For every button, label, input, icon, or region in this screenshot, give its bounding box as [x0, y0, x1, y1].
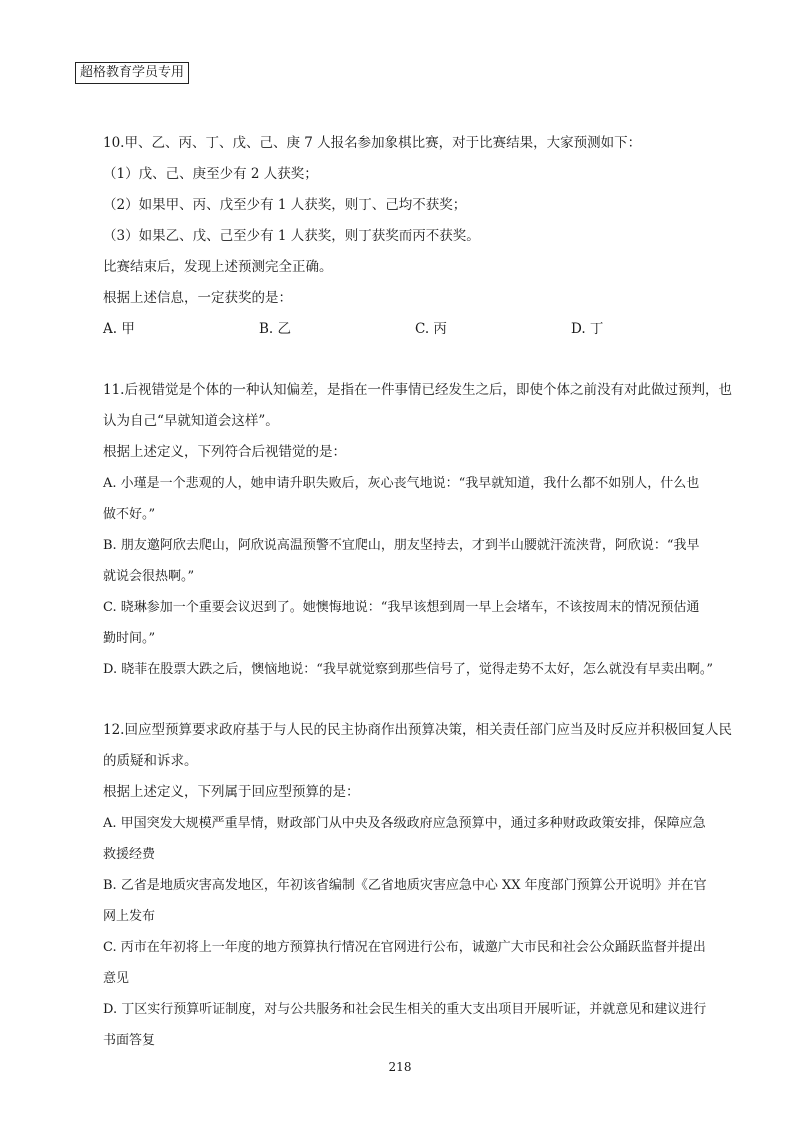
option-line2: 救援经费	[103, 847, 156, 862]
condition-3: （3）如果乙、戊、己至少有 1 人获奖，则丁获奖而丙不获奖。	[103, 228, 480, 244]
question-stem: 10.甲、乙、丙、丁、戊、己、庚 7 人报名参加象棋比赛，对于比赛结果，大家预测如下：	[103, 135, 642, 151]
option-b[interactable]	[103, 870, 728, 932]
question-stem-line2: 认为自己“早就知道会这样”。	[103, 413, 279, 429]
statement: 比赛结束后，发现上述预测完全正确。	[103, 259, 333, 275]
option-line1: A. 甲国突发大规模严重旱情，财政部门从中央及各级政府应急预算中，通过多种财政政策安排，保障应急	[103, 816, 706, 831]
option-c[interactable]: C. 丙	[415, 321, 447, 337]
option-line2: 书面答复	[103, 1033, 156, 1048]
option-line1: A. 小瑾是一个悲观的人，她申请升职失败后，灰心丧气地说：“我早就知道，我什么都不如别人，什么也	[103, 476, 700, 491]
condition-1: （1）戊、己、庚至少有 2 人获奖；	[103, 166, 318, 182]
option-line2: 意见	[103, 971, 130, 986]
question-stem-line1: 12.回应型预算要求政府基于与人民的民主协商作出预算决策，相关责任部门应当及时反应并积极回复人民	[103, 722, 732, 738]
option-line1: D. 晓菲在股票大跌之后，懊恼地说：“我早就觉察到那些信号了，觉得走势不太好，怎么就没有早卖出啊。”	[103, 662, 714, 677]
option-line1: B. 乙省是地质灾害高发地区，年初该省编制《乙省地质灾害应急中心 XX 年度部门预算公开说明》并在官	[103, 878, 707, 893]
page-content	[103, 128, 732, 1056]
option-line1: D. 丁区实行预算听证制度，对与公共服务和社会民生相关的重大支出项目开展听证，并就意见和建议进行	[103, 1002, 707, 1017]
question-prompt: 根据上述信息，一定获奖的是：	[103, 290, 292, 306]
question-12	[103, 715, 732, 1056]
question-stem-line2: 的质疑和诉求。	[103, 753, 198, 769]
condition-2: （2）如果甲、丙、戊至少有 1 人获奖，则丁、己均不获奖；	[103, 197, 467, 213]
option-d[interactable]: D. 丁	[571, 321, 604, 337]
question-10	[103, 128, 728, 345]
options-row	[103, 314, 728, 345]
option-line2: 网上发布	[103, 909, 156, 924]
option-a[interactable]: A. 甲	[103, 321, 135, 337]
option-a[interactable]	[103, 468, 728, 530]
option-line2: 做不好。”	[103, 507, 156, 522]
page-number: 218	[388, 1060, 412, 1074]
option-line2: 勤时间。”	[103, 631, 156, 646]
option-line1: B. 朋友邀阿欣去爬山，阿欣说高温预警不宜爬山，朋友坚持去，才到半山腰就汗流浃背，阿欣说：“我早	[103, 538, 700, 553]
option-d[interactable]	[103, 654, 728, 685]
option-b[interactable]	[103, 530, 728, 592]
header-label: 超格教育学员专用	[75, 62, 189, 84]
question-stem-line1: 11.后视错觉是个体的一种认知偏差，是指在一件事情已经发生之后，即使个体之前没有对此做过预判，也	[103, 382, 732, 398]
option-line1: C. 晓琳参加一个重要会议迟到了。她懊悔地说：“我早该想到周一早上会堵车，不该按周末的情况预估通	[103, 600, 700, 615]
question-prompt: 根据上述定义，下列符合后视错觉的是：	[103, 444, 346, 460]
option-c[interactable]	[103, 592, 728, 654]
option-a[interactable]	[103, 808, 728, 870]
option-b[interactable]: B. 乙	[259, 321, 292, 337]
option-d[interactable]	[103, 994, 728, 1056]
option-c[interactable]	[103, 932, 728, 994]
question-prompt: 根据上述定义，下列属于回应型预算的是：	[103, 784, 360, 800]
question-11	[103, 375, 732, 685]
option-line2: 就说会很热啊。”	[103, 569, 195, 584]
option-line1: C. 丙市在年初将上一年度的地方预算执行情况在官网进行公布，诚邀广大市民和社会公众踊跃监督并提出	[103, 940, 706, 955]
